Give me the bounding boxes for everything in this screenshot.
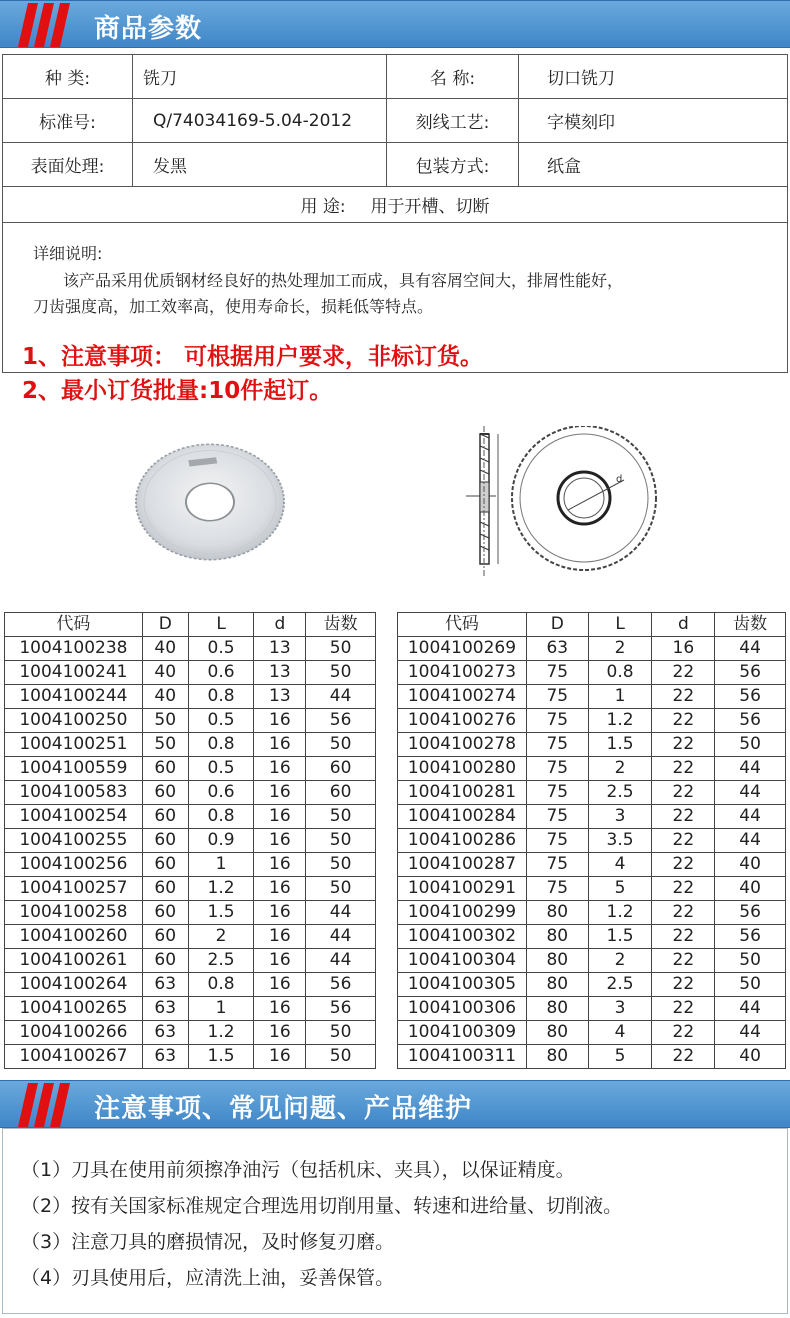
table-row: [398, 829, 786, 853]
table-row: [398, 877, 786, 901]
table-cell: 60: [142, 757, 188, 781]
notice-min-order: 2、最小订货批量:10件起订。: [22, 378, 333, 404]
table-cell: 22: [652, 1045, 715, 1069]
table-cell: 2.5: [588, 973, 652, 997]
table-cell: 80: [526, 997, 588, 1021]
table-cell: 5: [588, 877, 652, 901]
table-cell: 16: [652, 637, 715, 661]
table-cell: 1004100267: [5, 1045, 143, 1069]
technical-drawing: [456, 426, 666, 578]
table-cell: 1004100280: [398, 757, 527, 781]
table-cell: 60: [306, 781, 376, 805]
table-cell: 44: [715, 829, 786, 853]
table-cell: 60: [306, 757, 376, 781]
table-cell: 4: [588, 853, 652, 877]
table-cell: 80: [526, 1021, 588, 1045]
table-cell: 1004100287: [398, 853, 527, 877]
table-row: [398, 925, 786, 949]
table-cell: 1004100264: [5, 973, 143, 997]
table-cell: 63: [142, 1045, 188, 1069]
table-cell: 1004100291: [398, 877, 527, 901]
table-cell: 16: [254, 925, 306, 949]
table-cell: 22: [652, 901, 715, 925]
brand-logo-icon: [14, 1083, 84, 1127]
table-row: [5, 805, 376, 829]
table-cell: 1004100311: [398, 1045, 527, 1069]
table-cell: 80: [526, 973, 588, 997]
brand-logo-icon: [14, 3, 84, 47]
table-cell: 1004100273: [398, 661, 527, 685]
care-item: （1）刀具在使用前须擦净油污（包括机床、夹具），以保证精度。: [21, 1159, 575, 1181]
table-cell: 16: [254, 877, 306, 901]
table-header-row: [398, 613, 786, 637]
table-cell: 0.6: [188, 781, 254, 805]
care-item: （2）按有关国家标准规定合理选用切削用量、转速和进给量、切削液。: [21, 1195, 623, 1217]
table-cell: 16: [254, 709, 306, 733]
table-cell: 44: [715, 757, 786, 781]
table-cell: 0.8: [188, 973, 254, 997]
table-cell: 56: [715, 925, 786, 949]
table-cell: 0.8: [188, 805, 254, 829]
table-cell: 44: [306, 685, 376, 709]
table-header-row: [5, 613, 376, 637]
table-cell: 1004100278: [398, 733, 527, 757]
table-cell: 16: [254, 829, 306, 853]
table-cell: 1004100241: [5, 661, 143, 685]
table-cell: 22: [652, 781, 715, 805]
table-row: [398, 901, 786, 925]
packing-label: 包装方式:: [387, 143, 519, 187]
table-cell: 22: [652, 829, 715, 853]
table-row: [5, 853, 376, 877]
usage-value: 用于开槽、切断: [370, 197, 490, 217]
table-cell: 50: [306, 805, 376, 829]
table-row: [5, 1045, 376, 1069]
table-cell: 50: [306, 733, 376, 757]
table-cell: 40: [142, 637, 188, 661]
table-cell: 40: [142, 661, 188, 685]
table-row: [398, 781, 786, 805]
table-cell: 1004100265: [5, 997, 143, 1021]
table-row: [5, 733, 376, 757]
table-cell: 1: [188, 853, 254, 877]
column-header: 齿数: [715, 613, 786, 637]
table-cell: 56: [715, 685, 786, 709]
standard-label: 标准号:: [3, 99, 133, 143]
surface-value: 发黑: [133, 143, 387, 187]
section-title: 注意事项、常见问题、产品维护: [94, 1094, 473, 1124]
table-cell: 75: [526, 709, 588, 733]
table-cell: 50: [715, 973, 786, 997]
table-cell: 56: [715, 901, 786, 925]
table-cell: 3.5: [588, 829, 652, 853]
table-cell: 2: [588, 949, 652, 973]
table-cell: 1004100299: [398, 901, 527, 925]
table-cell: 1: [188, 997, 254, 1021]
table-row: [5, 949, 376, 973]
table-cell: 60: [142, 781, 188, 805]
table-cell: 44: [306, 901, 376, 925]
packing-value: 纸盒: [519, 143, 788, 187]
table-cell: 22: [652, 733, 715, 757]
table-cell: 1004100261: [5, 949, 143, 973]
table-cell: 16: [254, 997, 306, 1021]
table-cell: 22: [652, 805, 715, 829]
svg-text:d: d: [616, 474, 623, 485]
saw-blade-photo: [130, 430, 290, 570]
detail-line2: 刀齿强度高，加工效率高，使用寿命长，损耗低等特点。: [33, 297, 434, 316]
table-cell: 44: [715, 1021, 786, 1045]
table-cell: 44: [306, 925, 376, 949]
care-item: （3）注意刀具的磨损情况，及时修复刃磨。: [21, 1231, 395, 1253]
table-cell: 22: [652, 877, 715, 901]
table-cell: 60: [142, 829, 188, 853]
table-cell: 1004100305: [398, 973, 527, 997]
table-cell: 1004100244: [5, 685, 143, 709]
section-header-care: [0, 1080, 790, 1128]
standard-value: Q/74034169-5.04-2012: [133, 99, 387, 143]
table-cell: 16: [254, 1045, 306, 1069]
table-cell: 63: [142, 997, 188, 1021]
table-cell: 22: [652, 1021, 715, 1045]
table-row: [5, 997, 376, 1021]
table-cell: 60: [142, 925, 188, 949]
table-cell: 22: [652, 973, 715, 997]
table-row: [5, 925, 376, 949]
table-row: [5, 829, 376, 853]
table-cell: 1004100251: [5, 733, 143, 757]
column-header: D: [526, 613, 588, 637]
table-row: [5, 901, 376, 925]
table-cell: 1004100266: [5, 1021, 143, 1045]
table-cell: 16: [254, 805, 306, 829]
table-cell: 1.2: [188, 1021, 254, 1045]
column-header: D: [142, 613, 188, 637]
table-cell: 50: [142, 733, 188, 757]
table-cell: 44: [715, 781, 786, 805]
table-cell: 50: [306, 1045, 376, 1069]
column-header: d: [652, 613, 715, 637]
table-cell: 1004100583: [5, 781, 143, 805]
notice-custom-order: 1、注意事项： 可根据用户要求，非标订货。: [22, 344, 484, 370]
table-cell: 80: [526, 949, 588, 973]
table-row: [3, 55, 788, 99]
table-cell: 1.5: [588, 925, 652, 949]
table-cell: 3: [588, 997, 652, 1021]
table-cell: 40: [715, 877, 786, 901]
table-cell: 63: [142, 973, 188, 997]
table-row: [5, 661, 376, 685]
table-row: [3, 143, 788, 187]
table-cell: 75: [526, 757, 588, 781]
table-row: [398, 709, 786, 733]
table-cell: 16: [254, 973, 306, 997]
marking-value: 字模刻印: [519, 99, 788, 143]
table-row: [5, 757, 376, 781]
table-cell: 75: [526, 661, 588, 685]
table-cell: 2: [188, 925, 254, 949]
table-cell: 1004100260: [5, 925, 143, 949]
table-cell: 1004100274: [398, 685, 527, 709]
table-cell: 16: [254, 901, 306, 925]
table-cell: 1004100281: [398, 781, 527, 805]
table-row: [5, 709, 376, 733]
table-cell: 44: [715, 997, 786, 1021]
detail-label: 详细说明:: [33, 244, 103, 263]
table-cell: 13: [254, 637, 306, 661]
table-cell: 1004100284: [398, 805, 527, 829]
table-cell: 80: [526, 925, 588, 949]
table-row: [398, 973, 786, 997]
care-item: （4）刃具使用后，应清洗上油，妥善保管。: [21, 1267, 395, 1289]
table-cell: 1.5: [188, 901, 254, 925]
table-cell: 50: [306, 853, 376, 877]
table-cell: 0.6: [188, 661, 254, 685]
table-cell: 63: [142, 1021, 188, 1045]
table-cell: 13: [254, 661, 306, 685]
table-cell: 1004100257: [5, 877, 143, 901]
table-cell: 1.2: [188, 877, 254, 901]
table-cell: 63: [526, 637, 588, 661]
column-header: 代码: [5, 613, 143, 637]
table-cell: 16: [254, 781, 306, 805]
table-cell: 1004100286: [398, 829, 527, 853]
table-cell: 22: [652, 853, 715, 877]
table-cell: 1004100302: [398, 925, 527, 949]
column-header: 代码: [398, 613, 527, 637]
table-cell: 50: [306, 661, 376, 685]
table-cell: 56: [306, 973, 376, 997]
table-cell: 22: [652, 685, 715, 709]
table-cell: 13: [254, 685, 306, 709]
name-value: 切口铣刀: [519, 55, 788, 99]
table-cell: 50: [306, 1021, 376, 1045]
table-cell: 0.8: [588, 661, 652, 685]
name-label: 名 称:: [387, 55, 519, 99]
table-cell: 16: [254, 853, 306, 877]
table-cell: 50: [306, 637, 376, 661]
table-cell: 2.5: [588, 781, 652, 805]
care-instructions: [2, 1128, 788, 1314]
table-row: [398, 1045, 786, 1069]
table-cell: 1.2: [588, 901, 652, 925]
table-cell: 40: [715, 1045, 786, 1069]
spec-table-left: [4, 612, 376, 1069]
table-row: [5, 877, 376, 901]
table-cell: 0.5: [188, 709, 254, 733]
table-cell: 1004100309: [398, 1021, 527, 1045]
table-row: [5, 1021, 376, 1045]
column-header: L: [588, 613, 652, 637]
table-cell: 1004100269: [398, 637, 527, 661]
table-cell: 75: [526, 733, 588, 757]
table-row: [398, 733, 786, 757]
table-cell: 16: [254, 733, 306, 757]
usage-row: [3, 187, 788, 223]
table-cell: 1004100258: [5, 901, 143, 925]
column-header: 齿数: [306, 613, 376, 637]
table-row: [398, 1021, 786, 1045]
table-cell: 60: [142, 853, 188, 877]
table-cell: 75: [526, 805, 588, 829]
table-cell: 56: [715, 709, 786, 733]
table-cell: 0.8: [188, 733, 254, 757]
params-table: [2, 54, 788, 373]
table-cell: 22: [652, 925, 715, 949]
table-cell: 1004100306: [398, 997, 527, 1021]
table-cell: 50: [306, 877, 376, 901]
table-cell: 40: [715, 853, 786, 877]
table-cell: 2: [588, 637, 652, 661]
table-row: [398, 997, 786, 1021]
section-title: 商品参数: [94, 14, 203, 44]
type-value: 铣刀: [133, 55, 387, 99]
table-cell: 1: [588, 685, 652, 709]
detail-line1: 该产品采用优质钢材经良好的热处理加工而成，具有容屑空间大，排屑性能好，: [63, 271, 624, 290]
usage-label: 用 途:: [300, 197, 346, 217]
table-row: [3, 99, 788, 143]
table-cell: 1004100250: [5, 709, 143, 733]
table-row: [398, 853, 786, 877]
table-row: [398, 949, 786, 973]
table-cell: 56: [306, 709, 376, 733]
table-cell: 4: [588, 1021, 652, 1045]
spec-table-right: [397, 612, 786, 1069]
table-cell: 1004100276: [398, 709, 527, 733]
type-label: 种 类:: [3, 55, 133, 99]
table-cell: 0.5: [188, 637, 254, 661]
table-cell: 75: [526, 781, 588, 805]
table-cell: 0.5: [188, 757, 254, 781]
table-cell: 16: [254, 757, 306, 781]
table-cell: 1.5: [188, 1045, 254, 1069]
marking-label: 刻线工艺:: [387, 99, 519, 143]
table-row: [398, 661, 786, 685]
table-cell: 80: [526, 1045, 588, 1069]
table-cell: 22: [652, 661, 715, 685]
section-header-params: [0, 0, 790, 48]
table-cell: 3: [588, 805, 652, 829]
table-row: [5, 637, 376, 661]
table-row: [5, 685, 376, 709]
table-cell: 75: [526, 853, 588, 877]
table-cell: 0.8: [188, 685, 254, 709]
table-cell: 0.9: [188, 829, 254, 853]
table-row: [398, 805, 786, 829]
table-cell: 60: [142, 805, 188, 829]
table-cell: 75: [526, 685, 588, 709]
table-cell: 22: [652, 709, 715, 733]
table-cell: 22: [652, 997, 715, 1021]
table-cell: 56: [715, 661, 786, 685]
table-cell: 44: [715, 637, 786, 661]
table-row: [3, 187, 788, 223]
table-cell: 1004100304: [398, 949, 527, 973]
table-cell: 50: [715, 949, 786, 973]
table-row: [5, 781, 376, 805]
table-cell: 1004100254: [5, 805, 143, 829]
table-cell: 60: [142, 877, 188, 901]
table-cell: 22: [652, 757, 715, 781]
table-cell: 50: [142, 709, 188, 733]
column-header: L: [188, 613, 254, 637]
table-cell: 60: [142, 901, 188, 925]
table-cell: 75: [526, 829, 588, 853]
table-cell: 50: [306, 829, 376, 853]
table-cell: 1.2: [588, 709, 652, 733]
table-cell: 1004100559: [5, 757, 143, 781]
table-cell: 44: [715, 805, 786, 829]
table-cell: 44: [306, 949, 376, 973]
table-cell: 1004100256: [5, 853, 143, 877]
table-cell: 75: [526, 877, 588, 901]
table-row: [5, 973, 376, 997]
table-cell: 80: [526, 901, 588, 925]
table-cell: 16: [254, 949, 306, 973]
table-cell: 60: [142, 949, 188, 973]
table-cell: 22: [652, 949, 715, 973]
table-row: [398, 637, 786, 661]
table-cell: 1.5: [588, 733, 652, 757]
table-cell: 1004100238: [5, 637, 143, 661]
table-row: [398, 757, 786, 781]
column-header: d: [254, 613, 306, 637]
table-cell: 2: [588, 757, 652, 781]
table-cell: 16: [254, 1021, 306, 1045]
table-cell: 56: [306, 997, 376, 1021]
table-cell: 50: [715, 733, 786, 757]
surface-label: 表面处理:: [3, 143, 133, 187]
table-cell: 2.5: [188, 949, 254, 973]
table-row: [398, 685, 786, 709]
table-cell: 1004100255: [5, 829, 143, 853]
table-cell: 5: [588, 1045, 652, 1069]
table-cell: 40: [142, 685, 188, 709]
